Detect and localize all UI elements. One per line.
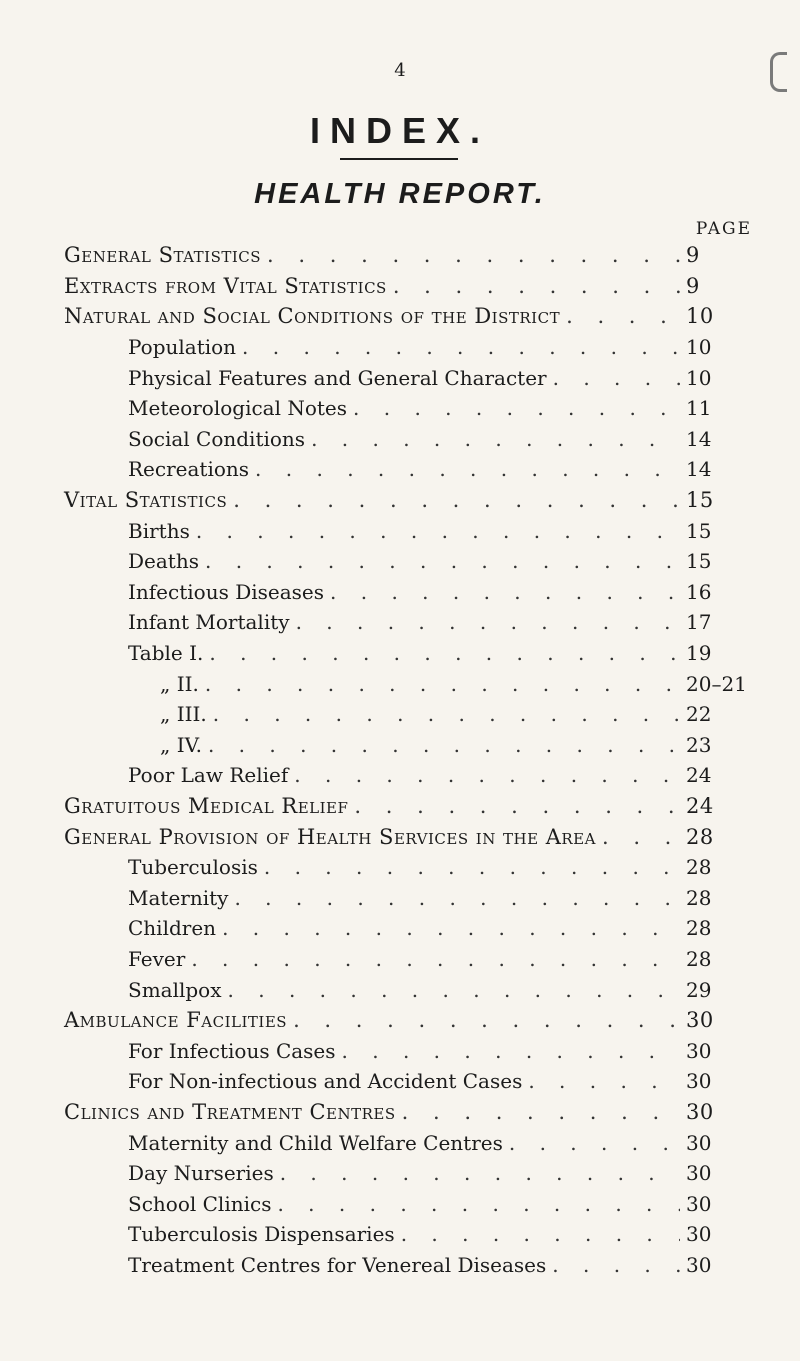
dot-leader bbox=[234, 886, 680, 910]
dot-leader bbox=[393, 274, 680, 298]
toc-entry-table-3[interactable] bbox=[64, 699, 740, 730]
table-of-contents bbox=[64, 240, 747, 1280]
entry-page: 28 bbox=[686, 855, 712, 880]
toc-entry-physical-features[interactable] bbox=[64, 362, 740, 393]
entry-label: Births bbox=[128, 518, 190, 543]
entry-label: Gratuitous Medical Relief bbox=[64, 793, 349, 818]
title-divider bbox=[340, 158, 458, 160]
dot-leader bbox=[401, 1222, 680, 1246]
toc-entry-non-infectious-cases[interactable] bbox=[64, 1066, 740, 1097]
entry-page: 24 bbox=[686, 763, 712, 788]
entry-label: Table I. bbox=[128, 641, 204, 666]
toc-entry-social-conditions[interactable] bbox=[64, 424, 740, 455]
entry-label: Infant Mortality bbox=[128, 610, 290, 635]
entry-label: Infectious Diseases bbox=[128, 579, 325, 604]
entry-page: 29 bbox=[686, 977, 712, 1002]
toc-entry-table-4[interactable] bbox=[64, 730, 740, 761]
page-number: 4 bbox=[394, 60, 406, 81]
toc-entry-infectious-diseases[interactable] bbox=[64, 577, 740, 608]
dot-leader bbox=[354, 794, 680, 818]
dot-leader bbox=[552, 1253, 680, 1277]
entry-page: 9 bbox=[686, 243, 700, 268]
entry-page: 30 bbox=[686, 1069, 712, 1094]
dot-leader bbox=[208, 733, 680, 757]
entry-page: 22 bbox=[686, 702, 712, 727]
toc-entry-smallpox[interactable] bbox=[64, 974, 740, 1005]
entry-page: 10 bbox=[686, 304, 714, 329]
entry-page: 17 bbox=[686, 610, 712, 635]
toc-entry-general-statistics[interactable] bbox=[64, 240, 740, 271]
entry-page: 10 bbox=[686, 335, 712, 360]
dot-leader bbox=[402, 1100, 680, 1124]
dot-leader bbox=[293, 1008, 680, 1032]
entry-page: 15 bbox=[686, 518, 712, 543]
toc-entry-meteorological-notes[interactable] bbox=[64, 393, 740, 424]
entry-label: Fever bbox=[128, 946, 186, 971]
dot-leader bbox=[553, 366, 680, 390]
entry-label: „ II. bbox=[160, 671, 199, 696]
entry-label: „ IV. bbox=[160, 732, 202, 757]
toc-entry-maternity-child-welfare[interactable] bbox=[64, 1127, 740, 1158]
entry-label: General Statistics bbox=[64, 243, 262, 268]
entry-label: Recreations bbox=[128, 457, 250, 482]
toc-entry-poor-law-relief[interactable] bbox=[64, 760, 740, 791]
entry-page: 28 bbox=[686, 946, 712, 971]
dot-leader bbox=[602, 825, 680, 849]
toc-entry-births[interactable] bbox=[64, 515, 740, 546]
entry-label: Maternity bbox=[128, 885, 229, 910]
dot-leader bbox=[222, 916, 680, 940]
toc-entry-population[interactable] bbox=[64, 332, 740, 363]
entry-label: Vital Statistics bbox=[64, 488, 228, 513]
dot-leader bbox=[228, 978, 680, 1002]
toc-entry-venereal-diseases[interactable] bbox=[64, 1250, 740, 1281]
entry-label: Maternity and Child Welfare Centres bbox=[128, 1130, 503, 1155]
dot-leader bbox=[342, 1039, 680, 1063]
entry-label: General Provision of Health Services in the Area bbox=[64, 824, 596, 849]
dot-leader bbox=[205, 549, 680, 573]
toc-entry-tuberculosis[interactable] bbox=[64, 852, 740, 883]
dot-leader bbox=[255, 457, 680, 481]
toc-entry-vital-statistics[interactable] bbox=[64, 485, 740, 516]
entry-page: 9 bbox=[686, 273, 700, 298]
entry-label: Smallpox bbox=[128, 977, 222, 1002]
toc-entry-school-clinics[interactable] bbox=[64, 1188, 740, 1219]
dot-leader bbox=[264, 855, 680, 879]
entry-label: Natural and Social Conditions of the District bbox=[64, 304, 561, 329]
entry-page: 11 bbox=[686, 396, 712, 421]
dot-leader bbox=[213, 702, 680, 726]
entry-page: 30 bbox=[686, 1008, 714, 1033]
entry-page: 15 bbox=[686, 549, 712, 574]
toc-entry-gratuitous-medical-relief[interactable] bbox=[64, 791, 740, 822]
entry-page: 30 bbox=[686, 1222, 712, 1247]
entry-label: Poor Law Relief bbox=[128, 763, 289, 788]
dot-leader bbox=[209, 641, 680, 665]
toc-entry-recreations[interactable] bbox=[64, 454, 740, 485]
dot-leader bbox=[566, 304, 680, 328]
dot-leader bbox=[296, 610, 680, 634]
dot-leader bbox=[191, 947, 680, 971]
toc-entry-tuberculosis-dispensaries[interactable] bbox=[64, 1219, 740, 1250]
entry-label: Physical Features and General Character bbox=[128, 365, 547, 390]
entry-label: For Non-infectious and Accident Cases bbox=[128, 1069, 523, 1094]
toc-entry-children[interactable] bbox=[64, 913, 740, 944]
toc-entry-table-1[interactable] bbox=[64, 638, 740, 669]
entry-page: 20–21 bbox=[686, 671, 747, 696]
entry-label: Deaths bbox=[128, 549, 199, 574]
dot-leader bbox=[311, 427, 680, 451]
entry-label: School Clinics bbox=[128, 1191, 272, 1216]
dot-leader bbox=[280, 1161, 680, 1185]
toc-entry-clinics-treatment-centres[interactable] bbox=[64, 1097, 740, 1128]
entry-page: 23 bbox=[686, 732, 712, 757]
entry-page: 16 bbox=[686, 579, 712, 604]
dot-leader bbox=[330, 580, 680, 604]
page-column-header: PAGE bbox=[695, 219, 752, 239]
toc-entry-infant-mortality[interactable] bbox=[64, 607, 740, 638]
dot-leader bbox=[277, 1192, 680, 1216]
entry-label: Tuberculosis Dispensaries bbox=[128, 1222, 395, 1247]
entry-label: Population bbox=[128, 335, 237, 360]
toc-entry-fever[interactable] bbox=[64, 944, 740, 975]
entry-label: Social Conditions bbox=[128, 426, 306, 451]
entry-label: Clinics and Treatment Centres bbox=[64, 1099, 396, 1124]
entry-page: 14 bbox=[686, 426, 712, 451]
toc-entry-health-services[interactable] bbox=[64, 821, 740, 852]
entry-page: 24 bbox=[686, 793, 714, 818]
entry-page: 30 bbox=[686, 1130, 712, 1155]
entry-label: For Infectious Cases bbox=[128, 1038, 336, 1063]
page-corner-mark bbox=[770, 52, 787, 92]
entry-page: 15 bbox=[686, 488, 714, 513]
toc-entry-extracts-vital-statistics[interactable] bbox=[64, 271, 740, 302]
entry-label: Extracts from Vital Statistics bbox=[64, 273, 387, 298]
dot-leader bbox=[528, 1069, 680, 1093]
entry-label: Children bbox=[128, 916, 217, 941]
toc-entry-deaths[interactable] bbox=[64, 546, 740, 577]
entry-label: Ambulance Facilities bbox=[64, 1008, 288, 1033]
entry-label: Tuberculosis bbox=[128, 855, 258, 880]
entry-label: Day Nurseries bbox=[128, 1161, 274, 1186]
dot-leader bbox=[353, 396, 680, 420]
entry-page: 19 bbox=[686, 641, 712, 666]
entry-page: 30 bbox=[686, 1161, 712, 1186]
entry-page: 30 bbox=[686, 1191, 712, 1216]
report-title: HEALTH REPORT. bbox=[254, 178, 546, 210]
toc-entry-maternity[interactable] bbox=[64, 882, 740, 913]
entry-page: 30 bbox=[686, 1099, 714, 1124]
dot-leader bbox=[267, 243, 680, 267]
toc-entry-natural-social-conditions[interactable] bbox=[64, 301, 740, 332]
entry-label: „ III. bbox=[160, 702, 207, 727]
toc-entry-ambulance-facilities[interactable] bbox=[64, 1005, 740, 1036]
entry-page: 28 bbox=[686, 885, 712, 910]
entry-page: 14 bbox=[686, 457, 712, 482]
dot-leader bbox=[196, 519, 680, 543]
entry-page: 30 bbox=[686, 1252, 712, 1277]
entry-page: 28 bbox=[686, 824, 714, 849]
dot-leader bbox=[233, 488, 680, 512]
index-title: INDEX. bbox=[309, 110, 491, 151]
dot-leader bbox=[294, 763, 680, 787]
toc-entry-table-2[interactable] bbox=[64, 668, 747, 699]
entry-page: 30 bbox=[686, 1038, 712, 1063]
entry-label: Meteorological Notes bbox=[128, 396, 348, 421]
entry-page: 28 bbox=[686, 916, 712, 941]
dot-leader bbox=[205, 672, 680, 696]
entry-label: Treatment Centres for Venereal Diseases bbox=[128, 1252, 547, 1277]
entry-page: 10 bbox=[686, 365, 712, 390]
toc-entry-infectious-cases[interactable] bbox=[64, 1035, 740, 1066]
toc-entry-day-nurseries[interactable] bbox=[64, 1158, 740, 1189]
dot-leader bbox=[242, 335, 680, 359]
dot-leader bbox=[509, 1131, 680, 1155]
